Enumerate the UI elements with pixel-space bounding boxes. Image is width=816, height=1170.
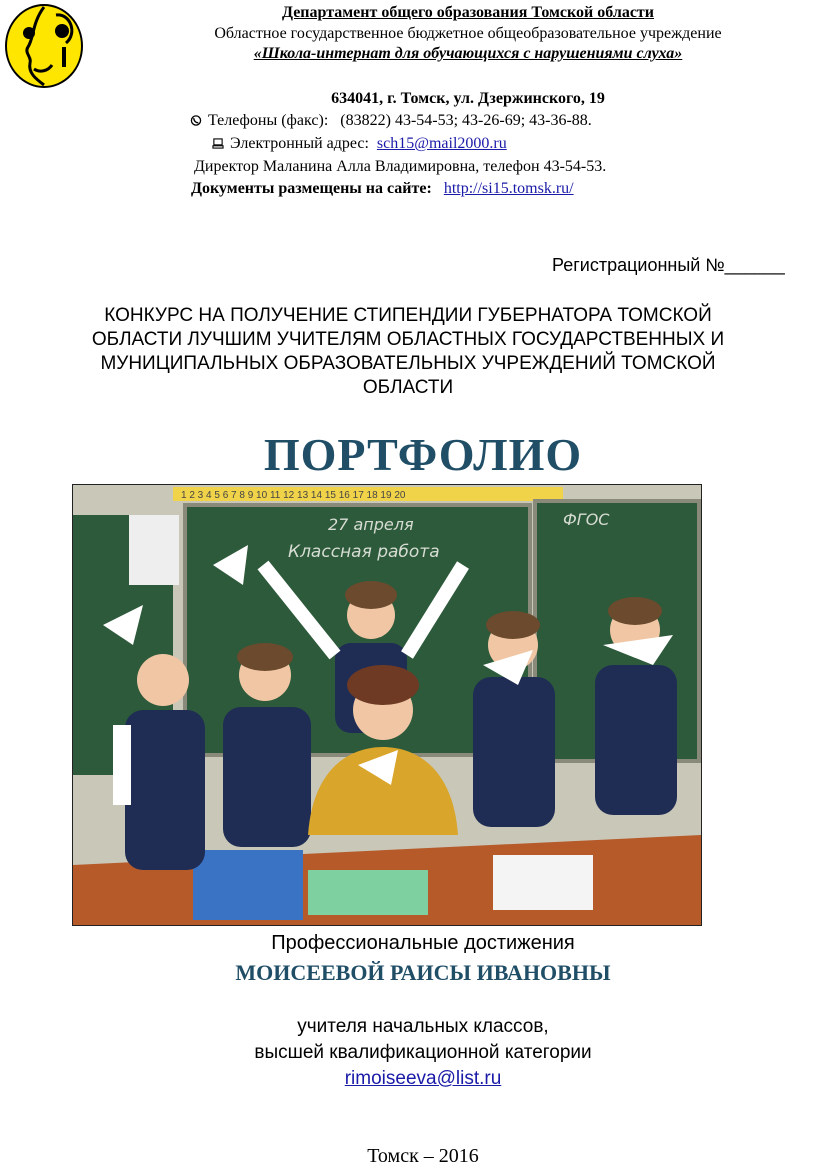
person-name: МОИСЕЕВОЙ РАИСЫ ИВАНОВНЫ — [235, 960, 611, 985]
documents-label: Документы размещены на сайте: — [191, 180, 432, 197]
documents-line — [191, 180, 574, 198]
contest-line: ОБЛАСТИ — [362, 377, 454, 398]
school-logo — [4, 3, 84, 89]
ruler-numbers: 1 2 3 4 5 6 7 8 9 10 11 12 13 14 15 16 17 18 19 20 — [181, 490, 406, 501]
achievements-heading: Профессиональные достижения — [271, 932, 575, 954]
computer-icon — [212, 138, 224, 149]
phone-icon — [190, 115, 202, 126]
footer-city-year: Томск – 2016 — [367, 1145, 479, 1167]
phone-numbers: (83822) 43-54-53; 43-26-69; 43-36-88. — [340, 112, 592, 129]
phone-label: Телефоны (факс): — [208, 112, 329, 129]
school-address: 634041, г. Томск, ул. Дзержинского, 19 — [331, 90, 605, 107]
contest-line: МУНИЦИПАЛЬНЫХ ОБРАЗОВАТЕЛЬНЫХ УЧРЕЖДЕНИЙ ТОМСКОЙ — [100, 353, 716, 374]
classroom-photo — [72, 484, 702, 926]
email-label: Электронный адрес: — [230, 135, 369, 152]
contest-line: ОБЛАСТИ ЛУЧШИМ УЧИТЕЛЯМ ОБЛАСТНЫХ ГОСУДАРСТВЕННЫХ И — [91, 329, 725, 350]
phone-line — [190, 112, 592, 130]
director-info: Директор Маланина Алла Владимировна, телефон 43-54-53. — [194, 158, 607, 175]
board-heading: Классная работа — [288, 542, 440, 562]
registration-number: Регистрационный №______ — [552, 255, 785, 275]
person-qualification: высшей квалификационной категории — [254, 1042, 592, 1063]
person-email-wrap — [0, 1068, 816, 1090]
contest-line: КОНКУРС НА ПОЛУЧЕНИЕ СТИПЕНДИИ ГУБЕРНАТОРА ТОМСКОЙ — [104, 305, 712, 326]
side-board-text: ФГОС — [563, 510, 610, 529]
school-email-link[interactable]: sch15@mail2000.ru — [376, 135, 507, 152]
department-name: Департамент общего образования Томской области — [281, 4, 655, 21]
portfolio-title: ПОРТФОЛИО — [263, 429, 583, 480]
email-line — [212, 135, 507, 153]
board-date: 27 апреля — [328, 515, 414, 534]
school-site-link[interactable]: http://si15.tomsk.ru/ — [443, 180, 574, 197]
institution-type: Областное государственное бюджетное общеобразовательное учреждение — [214, 25, 722, 42]
person-position: учителя начальных классов, — [297, 1016, 549, 1037]
contest-title — [20, 304, 796, 400]
school-name: «Школа-интернат для обучающихся с нарушениями слуха» — [253, 45, 683, 62]
person-email-link[interactable]: rimoiseeva@list.ru — [344, 1068, 502, 1089]
classroom-photo-illustration — [73, 485, 701, 925]
